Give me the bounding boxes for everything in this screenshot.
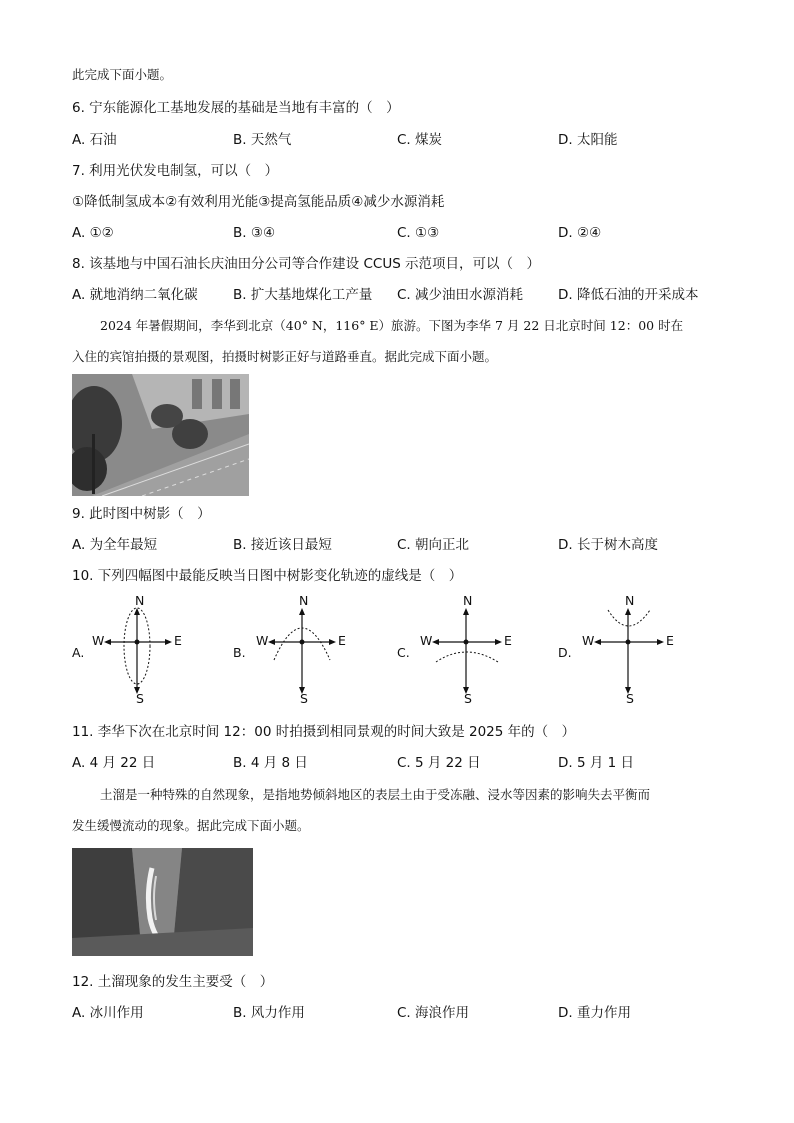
q6-option-a[interactable]: A. 石油 bbox=[72, 132, 117, 148]
q7-stem: 7. 利用光伏发电制氢，可以（ ） bbox=[72, 163, 279, 179]
compass-s-label: S bbox=[300, 691, 308, 706]
compass-s-label: S bbox=[136, 691, 144, 706]
q10-option-d[interactable]: D. bbox=[558, 645, 572, 660]
q12-stem: 12. 土溜现象的发生主要受（ ） bbox=[72, 974, 274, 990]
passage2-line2: 入住的宾馆拍摄的景观图，拍摄时树影正好与道路垂直。据此完成下面小题。 bbox=[72, 349, 498, 364]
passage3-line2: 发生缓慢流动的现象。据此完成下面小题。 bbox=[72, 818, 310, 833]
q9-option-a[interactable]: A. 为全年最短 bbox=[72, 537, 158, 553]
compass-s-label: S bbox=[626, 691, 634, 706]
intro-text: 此完成下面小题。 bbox=[72, 67, 173, 82]
q8-option-b[interactable]: B. 扩大基地煤化工产量 bbox=[233, 287, 373, 303]
q6-option-b[interactable]: B. 天然气 bbox=[233, 132, 292, 148]
compass-e-label: E bbox=[338, 633, 346, 648]
q6-option-c[interactable]: C. 煤炭 bbox=[397, 132, 443, 148]
q12-option-d[interactable]: D. 重力作用 bbox=[558, 1005, 631, 1021]
solifluction-photo-image bbox=[72, 848, 253, 956]
compass-n-label: N bbox=[463, 593, 473, 608]
q7-items: ①降低制氢成本②有效利用光能③提高氢能品质④减少水源消耗 bbox=[72, 194, 445, 210]
q7-option-c[interactable]: C. ①③ bbox=[397, 225, 440, 241]
compass-w-label: W bbox=[256, 633, 269, 648]
q7-option-d[interactable]: D. ②④ bbox=[558, 225, 602, 241]
q7-option-a[interactable]: A. ①② bbox=[72, 225, 114, 241]
compass-e-label: E bbox=[666, 633, 674, 648]
q10-option-a[interactable]: A. bbox=[72, 645, 85, 660]
street-photo-image bbox=[72, 374, 249, 496]
solifluction-photo bbox=[72, 848, 253, 956]
compass-e-label: E bbox=[174, 633, 182, 648]
compass-diagram-b bbox=[256, 593, 356, 706]
passage2-line1: 2024 年暑假期间，李华到北京（40° N，116° E）旅游。下图为李华 7 月 22 日北京时间 12：00 时在 bbox=[100, 318, 684, 333]
q12-option-b[interactable]: B. 风力作用 bbox=[233, 1005, 305, 1021]
q9-option-b[interactable]: B. 接近该日最短 bbox=[233, 537, 332, 553]
q8-stem: 8. 该基地与中国石油长庆油田分公司等合作建设 CCUS 示范项目，可以（ ） bbox=[72, 256, 541, 272]
q10-option-b[interactable]: B. bbox=[233, 645, 246, 660]
compass-n-label: N bbox=[135, 593, 145, 608]
compass-s-label: S bbox=[464, 691, 472, 706]
q7-option-b[interactable]: B. ③④ bbox=[233, 225, 276, 241]
q8-option-a[interactable]: A. 就地消纳二氧化碳 bbox=[72, 287, 198, 303]
q11-option-c[interactable]: C. 5 月 22 日 bbox=[397, 755, 481, 771]
compass-w-label: W bbox=[582, 633, 595, 648]
compass-diagram-c bbox=[420, 593, 520, 706]
q12-option-c[interactable]: C. 海浪作用 bbox=[397, 1005, 470, 1021]
compass-n-label: N bbox=[625, 593, 635, 608]
q9-option-d[interactable]: D. 长于树木高度 bbox=[558, 537, 658, 553]
q11-option-b[interactable]: B. 4 月 8 日 bbox=[233, 755, 308, 771]
q8-option-d[interactable]: D. 降低石油的开采成本 bbox=[558, 287, 699, 303]
compass-diagram-a bbox=[92, 593, 192, 706]
q9-option-c[interactable]: C. 朝向正北 bbox=[397, 537, 470, 553]
compass-n-label: N bbox=[299, 593, 309, 608]
compass-w-label: W bbox=[420, 633, 433, 648]
compass-w-label: W bbox=[92, 633, 105, 648]
q10-option-c[interactable]: C. bbox=[397, 645, 410, 660]
compass-diagram-d bbox=[582, 593, 682, 706]
street-photo bbox=[72, 374, 249, 496]
q11-option-d[interactable]: D. 5 月 1 日 bbox=[558, 755, 635, 771]
q6-option-d[interactable]: D. 太阳能 bbox=[558, 132, 618, 148]
q11-stem: 11. 李华下次在北京时间 12：00 时拍摄到相同景观的时间大致是 2025 年的（ ） bbox=[72, 724, 576, 740]
q12-option-a[interactable]: A. 冰川作用 bbox=[72, 1005, 144, 1021]
passage3-line1: 土溜是一种特殊的自然现象，是指地势倾斜地区的表层土由于受冻融、浸水等因素的影响失去平衡而 bbox=[100, 787, 651, 802]
q8-option-c[interactable]: C. 减少油田水源消耗 bbox=[397, 287, 524, 303]
q9-stem: 9. 此时图中树影（ ） bbox=[72, 506, 211, 522]
q6-stem: 6. 宁东能源化工基地发展的基础是当地有丰富的（ ） bbox=[72, 100, 400, 116]
q11-option-a[interactable]: A. 4 月 22 日 bbox=[72, 755, 156, 771]
compass-e-label: E bbox=[504, 633, 512, 648]
q10-stem: 10. 下列四幅图中最能反映当日图中树影变化轨迹的虚线是（ ） bbox=[72, 568, 463, 584]
